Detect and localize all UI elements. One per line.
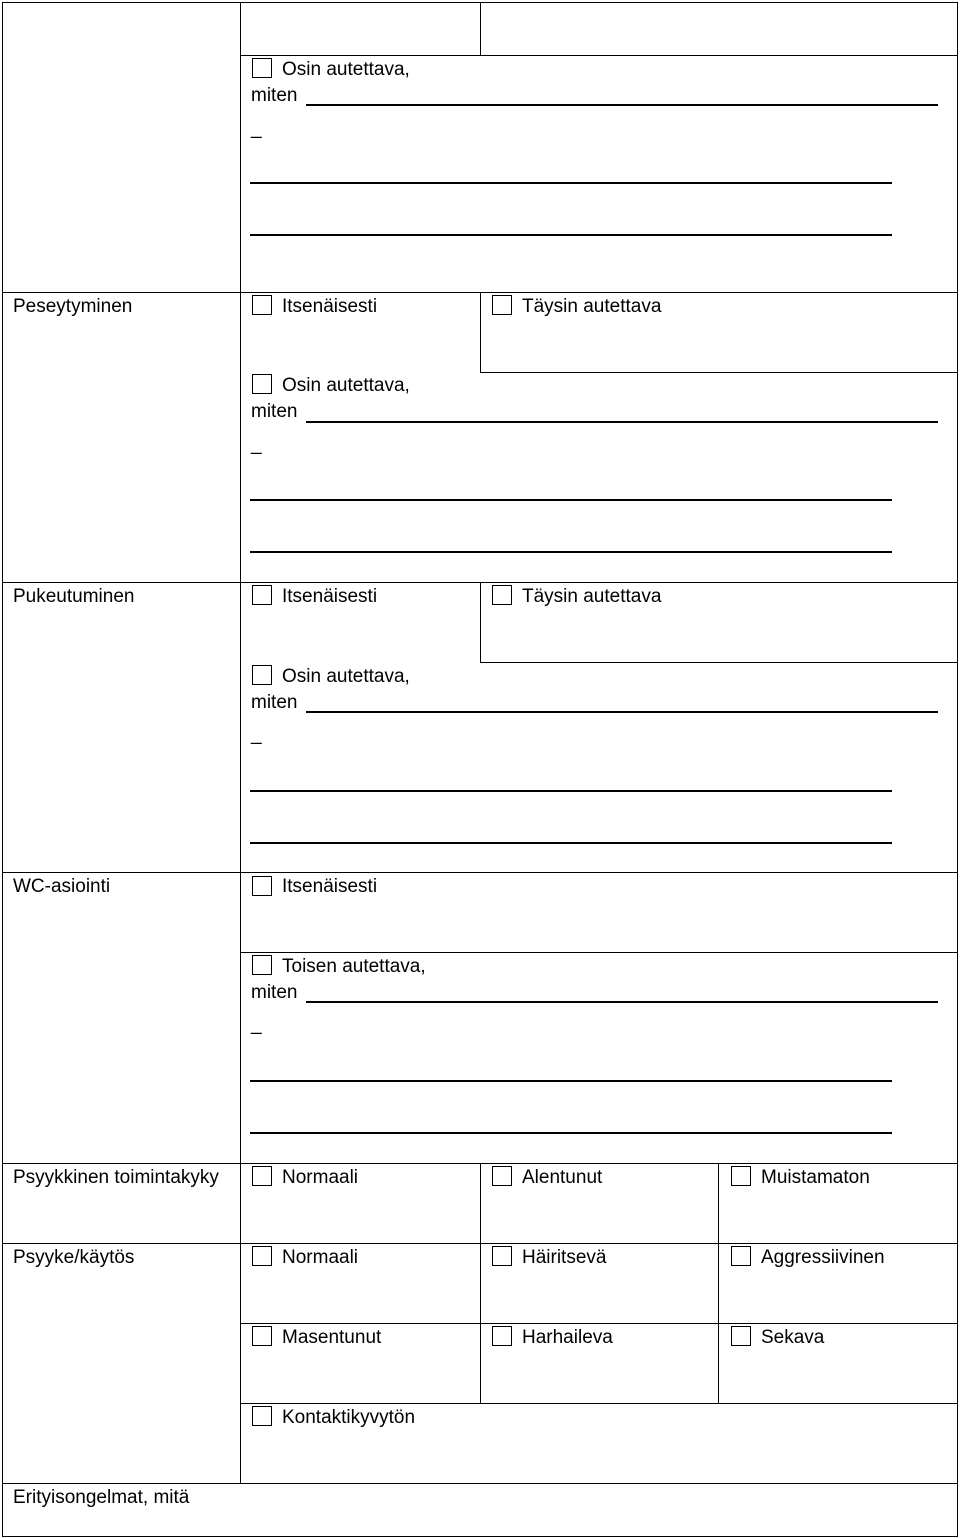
osin-autettava-label: Osin autettava, <box>282 59 410 80</box>
row-divider <box>480 662 958 663</box>
peseytyminen-itsenaisesti-label: Itsenäisesti <box>282 296 378 317</box>
pukeutuminen-label: Pukeutuminen <box>13 586 135 607</box>
row-divider <box>240 952 958 953</box>
psyykkinen-alentunut-label: Alentunut <box>522 1167 603 1188</box>
psyykkinen-toimintakyky-label: Psyykkinen toimintakyky <box>13 1167 219 1188</box>
miten-answer-line[interactable] <box>306 104 938 106</box>
peseytyminen-osin-checkbox[interactable] <box>252 374 272 394</box>
miten-answer-line[interactable] <box>306 421 938 423</box>
answer-line[interactable] <box>250 842 892 844</box>
pukeutuminen-osin-label: Osin autettava, <box>282 666 410 687</box>
psyykkinen-muistamaton-label: Muistamaton <box>761 1167 870 1188</box>
wc-toisen-autettava-label: Toisen autettava, <box>282 956 426 977</box>
table-border-right <box>957 2 958 1537</box>
table-border-left <box>2 2 3 1537</box>
erityisongelmat-label: Erityisongelmat, mitä <box>13 1487 190 1508</box>
psyyke-sekava-checkbox[interactable] <box>731 1326 751 1346</box>
psyyke-normaali-label: Normaali <box>282 1247 359 1268</box>
cell-divider <box>480 292 481 372</box>
psyyke-harhaileva-label: Harhaileva <box>522 1327 613 1348</box>
psyyke-masentunut-label: Masentunut <box>282 1327 382 1348</box>
miten-answer-line[interactable] <box>306 1001 938 1003</box>
wc-asiointi-label: WC-asiointi <box>13 876 111 897</box>
answer-line[interactable] <box>250 499 892 501</box>
pukeutuminen-itsenaisesti-checkbox[interactable] <box>252 585 272 605</box>
row-divider <box>2 1483 958 1484</box>
column-divider <box>240 2 241 1483</box>
psyykkinen-muistamaton-checkbox[interactable] <box>731 1166 751 1186</box>
peseytyminen-taysin-label: Täysin autettava <box>522 296 662 317</box>
miten-label: miten <box>251 982 298 1003</box>
cell-divider <box>480 582 481 662</box>
peseytyminen-osin-label: Osin autettava, <box>282 375 410 396</box>
row-divider <box>240 1323 958 1324</box>
miten-answer-line[interactable] <box>306 711 938 713</box>
peseytyminen-itsenaisesti-checkbox[interactable] <box>252 295 272 315</box>
row-divider <box>480 372 958 373</box>
psyyke-hairitseva-label: Häiritsevä <box>522 1247 607 1268</box>
osin-autettava-checkbox[interactable] <box>252 58 272 78</box>
psyyke-kontaktikyvyton-checkbox[interactable] <box>252 1406 272 1426</box>
psyyke-harhaileva-checkbox[interactable] <box>492 1326 512 1346</box>
pukeutuminen-taysin-label: Täysin autettava <box>522 586 662 607</box>
psyyke-kontaktikyvyton-label: Kontaktikyvytön <box>282 1407 416 1428</box>
wc-toisen-autettava-checkbox[interactable] <box>252 955 272 975</box>
row-divider <box>2 872 958 873</box>
psyykkinen-alentunut-checkbox[interactable] <box>492 1166 512 1186</box>
answer-dash: _ <box>251 434 262 455</box>
answer-line[interactable] <box>250 182 892 184</box>
wc-itsenaisesti-checkbox[interactable] <box>252 876 272 896</box>
answer-line[interactable] <box>250 790 892 792</box>
psyyke-aggressiivinen-checkbox[interactable] <box>731 1246 751 1266</box>
row-divider <box>240 1403 958 1404</box>
psyykkinen-normaali-label: Normaali <box>282 1167 359 1188</box>
answer-line[interactable] <box>250 234 892 236</box>
psyyke-masentunut-checkbox[interactable] <box>252 1326 272 1346</box>
miten-label: miten <box>251 401 298 422</box>
psyyke-aggressiivinen-label: Aggressiivinen <box>761 1247 885 1268</box>
cell-divider <box>480 2 481 55</box>
peseytyminen-taysin-checkbox[interactable] <box>492 295 512 315</box>
wc-itsenaisesti-label: Itsenäisesti <box>282 876 378 897</box>
pukeutuminen-itsenaisesti-label: Itsenäisesti <box>282 586 378 607</box>
answer-dash: _ <box>251 1014 262 1035</box>
psyykkinen-normaali-checkbox[interactable] <box>252 1166 272 1186</box>
answer-line[interactable] <box>250 551 892 553</box>
peseytyminen-label: Peseytyminen <box>13 296 133 317</box>
cell-divider <box>718 1163 719 1243</box>
answer-dash: _ <box>251 724 262 745</box>
table-border-bottom <box>2 1536 958 1537</box>
answer-line[interactable] <box>250 1132 892 1134</box>
psyyke-kaytos-label: Psyyke/käytös <box>13 1247 135 1268</box>
psyyke-hairitseva-checkbox[interactable] <box>492 1246 512 1266</box>
pukeutuminen-taysin-checkbox[interactable] <box>492 585 512 605</box>
miten-label: miten <box>251 85 298 106</box>
psyyke-normaali-checkbox[interactable] <box>252 1246 272 1266</box>
row-divider <box>240 55 958 56</box>
cell-divider <box>480 1163 481 1243</box>
pukeutuminen-osin-checkbox[interactable] <box>252 665 272 685</box>
psyyke-sekava-label: Sekava <box>761 1327 825 1348</box>
answer-dash: _ <box>251 118 262 139</box>
miten-label: miten <box>251 692 298 713</box>
answer-line[interactable] <box>250 1080 892 1082</box>
